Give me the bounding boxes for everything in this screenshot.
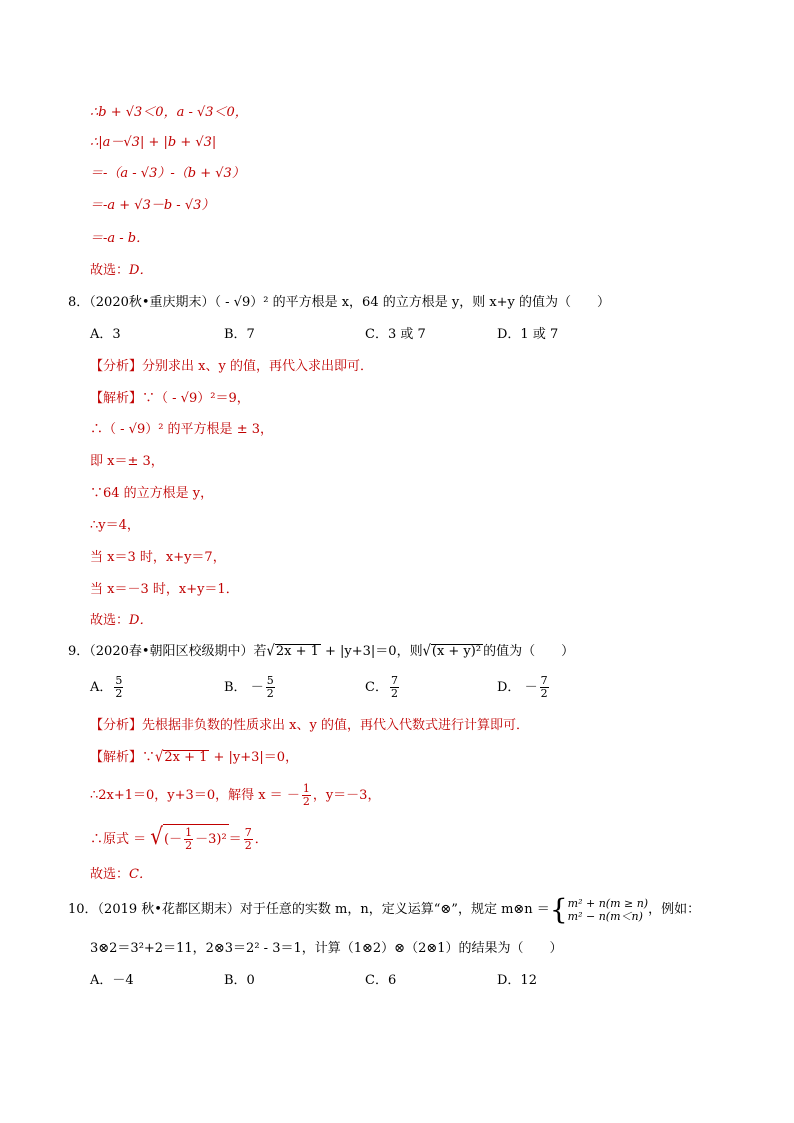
option-fraction	[266, 675, 275, 700]
fraction	[184, 827, 193, 852]
piecewise-cases	[568, 897, 648, 923]
fraction	[302, 783, 311, 808]
option-label: A．	[90, 680, 113, 695]
q8-solution-line6: 当 x＝3 时，x+y＝7，	[90, 550, 226, 565]
option-label: D．	[497, 680, 521, 695]
q8-option-b: B．7	[224, 327, 255, 342]
q9-answer	[90, 866, 152, 884]
q9-option-d	[497, 670, 551, 706]
option-fraction	[540, 675, 549, 700]
numerator: 1	[302, 782, 310, 795]
sol7-line2: ∴|a－√3| + |b + √3|	[90, 135, 217, 150]
q10-stem-start: 10．（2019 秋•花都区期末）对于任意的实数 m，n，定义运算“⊗”，规定 m⊗n ＝	[68, 902, 550, 917]
case-2: m² − n(m＜n)	[567, 909, 643, 923]
numerator: 7	[244, 826, 252, 839]
q9-stem-mid: + |y+3|＝0，则	[325, 644, 423, 659]
answer-prefix: 故选：	[90, 613, 130, 628]
brace: {	[549, 892, 568, 926]
q8-solution-line4: ∵64 的立方根是 y，	[90, 486, 214, 501]
numerator: 7	[540, 674, 548, 687]
q9-option-b	[224, 670, 277, 706]
equals-sign: ＝	[228, 832, 242, 847]
denominator: 2	[115, 687, 123, 700]
case-1: m² + n(m ≥ n)	[567, 896, 649, 910]
q9-analysis	[90, 717, 529, 735]
solution-text: + |y+3|＝0，	[213, 750, 299, 765]
radicand: 2x + 1	[164, 750, 208, 765]
sol7-line5: ＝-a - b．	[90, 231, 150, 246]
q10-option-c: C．6	[365, 973, 397, 988]
q8-analysis	[90, 358, 373, 376]
denominator: 2	[266, 687, 274, 700]
denominator: 2	[390, 687, 398, 700]
answer-letter: D．	[129, 613, 153, 628]
q8-stem: 8．（2020秋•重庆期末）（ - √9）² 的平方根是 x，64 的立方根是 y，则 x+y 的值为（ ）	[68, 295, 611, 310]
q9-solution-line3: ∴原式 ＝ √(－ $\frac{1}{2}$ －3)² ＝ $\frac{7}{2}$ ．	[90, 816, 268, 856]
option-label: C．	[365, 680, 388, 695]
q9-stem: 9．（2020春•朝阳区校级期中）若√2x + 1 + |y+3|＝0，则√(x + y)² 的值为（ ）	[68, 642, 575, 661]
analysis-tag: 【分析】	[90, 718, 143, 733]
solution-tag: 【解析】	[90, 750, 143, 765]
numerator: 5	[266, 674, 274, 687]
numerator: 1	[185, 826, 193, 839]
q9-stem-start: 9．（2020春•朝阳区校级期中）若	[68, 644, 267, 659]
q8-option-c: C．3 或 7	[365, 327, 426, 342]
q9-option-c	[365, 670, 401, 706]
q10-stem-end: ，例如：	[648, 902, 701, 917]
q8-solution-line7: 当 x＝－3 时，x+y＝1．	[90, 582, 239, 597]
q8-option-a: A．3	[90, 327, 121, 342]
sol7-line3: ＝-（a - √3）-（b + √3）	[90, 166, 245, 181]
q9-stem-end: 的值为（ ）	[483, 644, 575, 659]
fraction	[244, 827, 253, 852]
q9-solution-line1: 【解析】∵√2x + 1 + |y+3|＝0，	[90, 748, 299, 767]
answer-letter: C．	[129, 867, 152, 882]
q10-stem-line2: 3⊗2＝3²+2＝11，2⊗3＝2² - 3＝1，计算（1⊗2）⊗（2⊗1）的结果为（ ）	[90, 941, 563, 956]
q8-solution-line5: ∴y＝4，	[90, 518, 140, 533]
answer-letter: D．	[129, 263, 153, 278]
q8-solution-line2: ∴（ - √9）² 的平方根是 ± 3，	[90, 422, 273, 437]
option-fraction	[390, 675, 399, 700]
q8-solution-line3: 即 x＝± 3，	[90, 454, 164, 469]
q9-solution-line2	[90, 778, 380, 814]
denominator: 2	[244, 839, 252, 852]
q10-option-b: B．0	[224, 973, 255, 988]
q10-option-a: A．－4	[90, 973, 134, 988]
solution-text: ∵（ - √9）²＝9，	[142, 391, 250, 406]
analysis-tag: 【分析】	[90, 359, 143, 374]
answer-prefix: 故选：	[90, 867, 130, 882]
q8-solution-line1	[90, 390, 250, 408]
sol7-answer	[90, 262, 152, 280]
denominator: 2	[540, 687, 548, 700]
sol7-line1: ∴b + √3＜0，a - √3＜0，	[90, 105, 248, 120]
radicand-end: －3)²	[195, 832, 227, 847]
option-fraction	[114, 675, 123, 700]
because-symbol: ∵	[142, 750, 156, 765]
option-label: B．	[224, 680, 247, 695]
denominator: 2	[185, 839, 193, 852]
analysis-text: 分别求出 x、y 的值，再代入求出即可．	[142, 359, 373, 374]
solution-text: ，y＝－3，	[312, 788, 381, 803]
numerator: 5	[115, 674, 123, 687]
q8-option-d: D．1 或 7	[497, 327, 559, 342]
q10-option-d: D．12	[497, 973, 537, 988]
radicand	[163, 824, 229, 855]
solution-tag: 【解析】	[90, 391, 143, 406]
solution-text: ∴原式 ＝	[90, 832, 147, 847]
q10-stem-line1	[68, 893, 700, 927]
solution-text: ∴2x+1＝0，y+3＝0，解得 x ＝ －	[90, 788, 300, 803]
q8-answer	[90, 612, 152, 630]
period: ．	[254, 832, 268, 847]
option-sign: －	[250, 680, 264, 695]
q9-option-a	[90, 670, 125, 706]
sol7-line4: ＝-a + √3－b - √3）	[90, 198, 215, 213]
answer-prefix: 故选：	[90, 263, 130, 278]
q9-stem-radicand2: (x + y)²	[431, 644, 482, 659]
option-sign: －	[524, 680, 538, 695]
denominator: 2	[302, 795, 310, 808]
q9-stem-radicand1: 2x + 1	[275, 644, 319, 659]
numerator: 7	[390, 674, 398, 687]
radicand-start: (－	[164, 832, 183, 847]
analysis-text: 先根据非负数的性质求出 x、y 的值，再代入代数式进行计算即可．	[142, 718, 529, 733]
